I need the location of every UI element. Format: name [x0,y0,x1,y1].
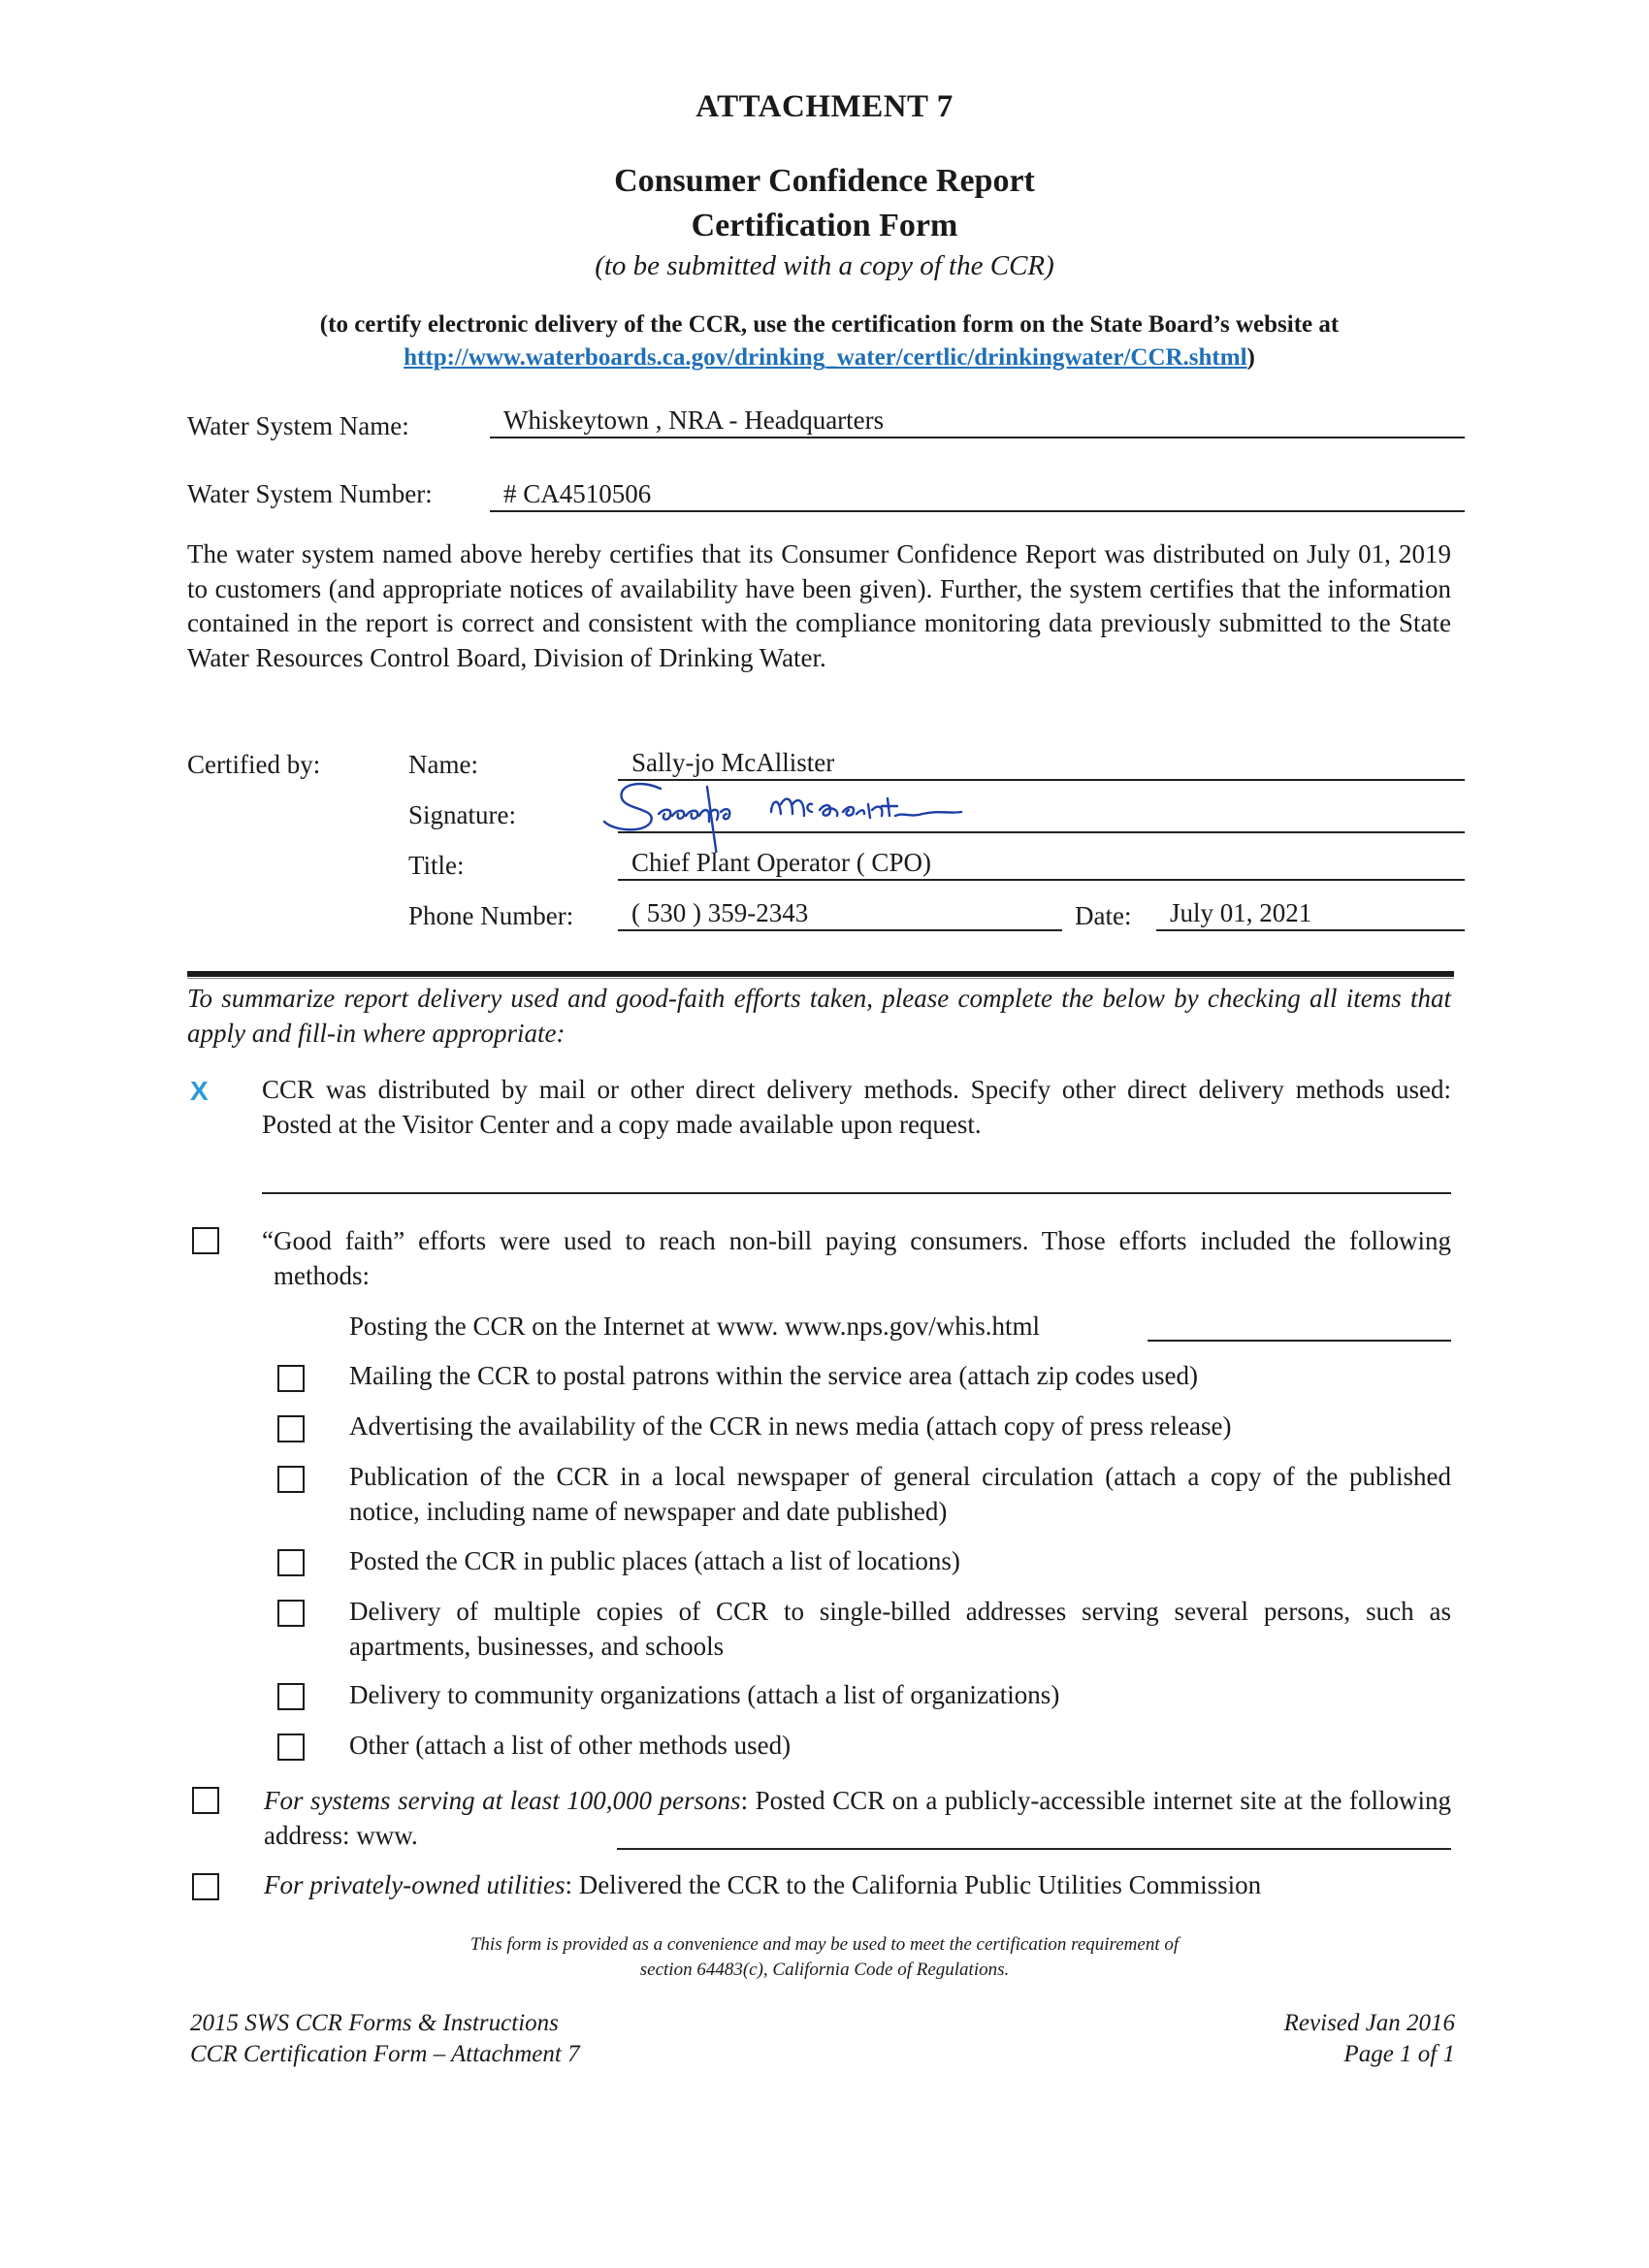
method-multiple-copies-text: Delivery of multiple copies of CCR to single-billed addresses serving several persons, such as apartments, businesses, and schools [349,1597,1451,1661]
direct-delivery-checkmark[interactable]: X [190,1076,209,1106]
method-public-places-checkbox[interactable] [277,1549,305,1576]
water-system-name-field[interactable]: Whiskeytown , NRA - Headquarters [490,405,1465,438]
method-public-places-text: Posted the CCR in public places (attach a list of locations) [349,1546,960,1575]
water-system-number-label: Water System Number: [187,479,433,508]
title-label: Title: [408,851,465,880]
large-systems-italic: For systems serving at least 100,000 persons [264,1786,741,1815]
method-mailing-text: Mailing the CCR to postal patrons within the service area (attach zip codes used) [349,1361,1199,1390]
method-advertising-checkbox[interactable] [277,1415,305,1442]
phone-number-field[interactable]: ( 530 ) 359-2343 [618,898,1062,931]
electronic-note-text: (to certify electronic delivery of the CCR, use the certification form on the State Board’s website at [319,311,1340,338]
electronic-note-close: ) [1246,344,1255,371]
certification-statement: The water system named above hereby certifies that its Consumer Confidence Report was distributed on July 01, 2019 to customers (and appropriate notices of availability have been given). Further, the system certifies that the information contained in the report is correct and consistent with the compliance monitoring data previously submitted to the State Water Resources Control Board, Division of Drinking Water. [187,539,1451,672]
method-other-text: Other (attach a list of other methods used) [349,1731,792,1760]
footer-revised: Revised Jan 2016 [1283,2010,1455,2036]
footer-left-line2: CCR Certification Form – Attachment 7 [190,2041,580,2067]
attachment-heading: ATTACHMENT 7 [695,89,954,124]
internet-posting-text: Posting the CCR on the Internet at www. www.nps.gov/whis.html [349,1312,1040,1341]
large-systems-body: : Posted CCR on a publicly-accessible internet site at the following address: www. [264,1786,1452,1850]
internet-posting-blank-line[interactable] [1148,1340,1451,1342]
form-footnote [0,1932,1649,1983]
method-multiple-copies-checkbox[interactable] [277,1600,305,1627]
section-divider [187,971,1454,977]
private-utilities-italic: For privately-owned utilities [264,1870,566,1899]
footer-page-number: Page 1 of 1 [1343,2041,1455,2067]
water-system-number-field[interactable]: # CA4510506 [490,479,1465,512]
section-divider-thin [187,978,1454,979]
footer-right [1164,2008,1455,2070]
private-utilities-body: : Delivered the CCR to the California Public Utilities Commission [565,1870,1262,1899]
method-community-orgs-text: Delivery to community organizations (attach a list of organizations) [349,1680,1060,1709]
method-mailing-checkbox[interactable] [277,1365,305,1392]
name-label: Name: [408,750,478,779]
state-board-link[interactable]: http://www.waterboards.ca.gov/drinking_water/certlic/drinkingwater/CCR.shtml [404,344,1247,371]
large-systems-text [264,1784,1451,1853]
title-field[interactable]: Chief Plant Operator ( CPO) [618,848,1465,881]
signature-label: Signature: [408,800,516,829]
method-community-orgs-checkbox[interactable] [277,1683,305,1710]
form-title-line2: Certification Form [691,208,958,243]
handwritten-signature [600,775,1182,853]
large-systems-address-line[interactable] [617,1848,1451,1850]
certified-by-label: Certified by: [187,750,321,779]
signature-field[interactable] [618,798,1465,833]
footer-left [190,2008,580,2070]
date-label: Date: [1075,901,1132,930]
direct-delivery-blank-line[interactable] [262,1192,1451,1194]
private-utilities-checkbox[interactable] [192,1873,219,1900]
footnote-line1: This form is provided as a convenience and may be used to meet the certification requirement of [469,1934,1180,1955]
form-subtitle: (to be submitted with a copy of the CCR) [595,250,1054,281]
form-title-line1: Consumer Confidence Report [614,163,1035,199]
footer-left-line1: 2015 SWS CCR Forms & Instructions [190,2010,559,2036]
method-newspaper-checkbox[interactable] [277,1466,305,1493]
private-utilities-text [264,1868,1451,1903]
delivery-instructions: To summarize report delivery used and good-faith efforts taken, please complete the below by checking all items that apply and fill-in where appropriate: [187,984,1451,1048]
good-faith-checkbox[interactable] [192,1227,219,1254]
footnote-line2: section 64483(c), California Code of Regulations. [639,1960,1010,1980]
method-advertising-text: Advertising the availability of the CCR in news media (attach copy of press release) [349,1411,1232,1441]
direct-delivery-text: CCR was distributed by mail or other direct delivery methods. Specify other direct delivery methods used: Posted at the Visitor Center and a copy made available upon request. [262,1075,1451,1139]
date-field[interactable]: July 01, 2021 [1156,898,1465,931]
electronic-delivery-note [247,308,1411,374]
good-faith-text: “Good faith” efforts were used to reach non-bill paying consumers. Those efforts included the following methods: [262,1226,1451,1290]
method-newspaper-text: Publication of the CCR in a local newspaper of general circulation (attach a copy of the published notice, including name of newspaper and date published) [349,1462,1451,1526]
name-field[interactable]: Sally-jo McAllister [618,748,1465,781]
water-system-name-label: Water System Name: [187,411,409,440]
large-systems-checkbox[interactable] [192,1787,219,1814]
phone-number-label: Phone Number: [408,901,574,930]
method-other-checkbox[interactable] [277,1733,305,1761]
